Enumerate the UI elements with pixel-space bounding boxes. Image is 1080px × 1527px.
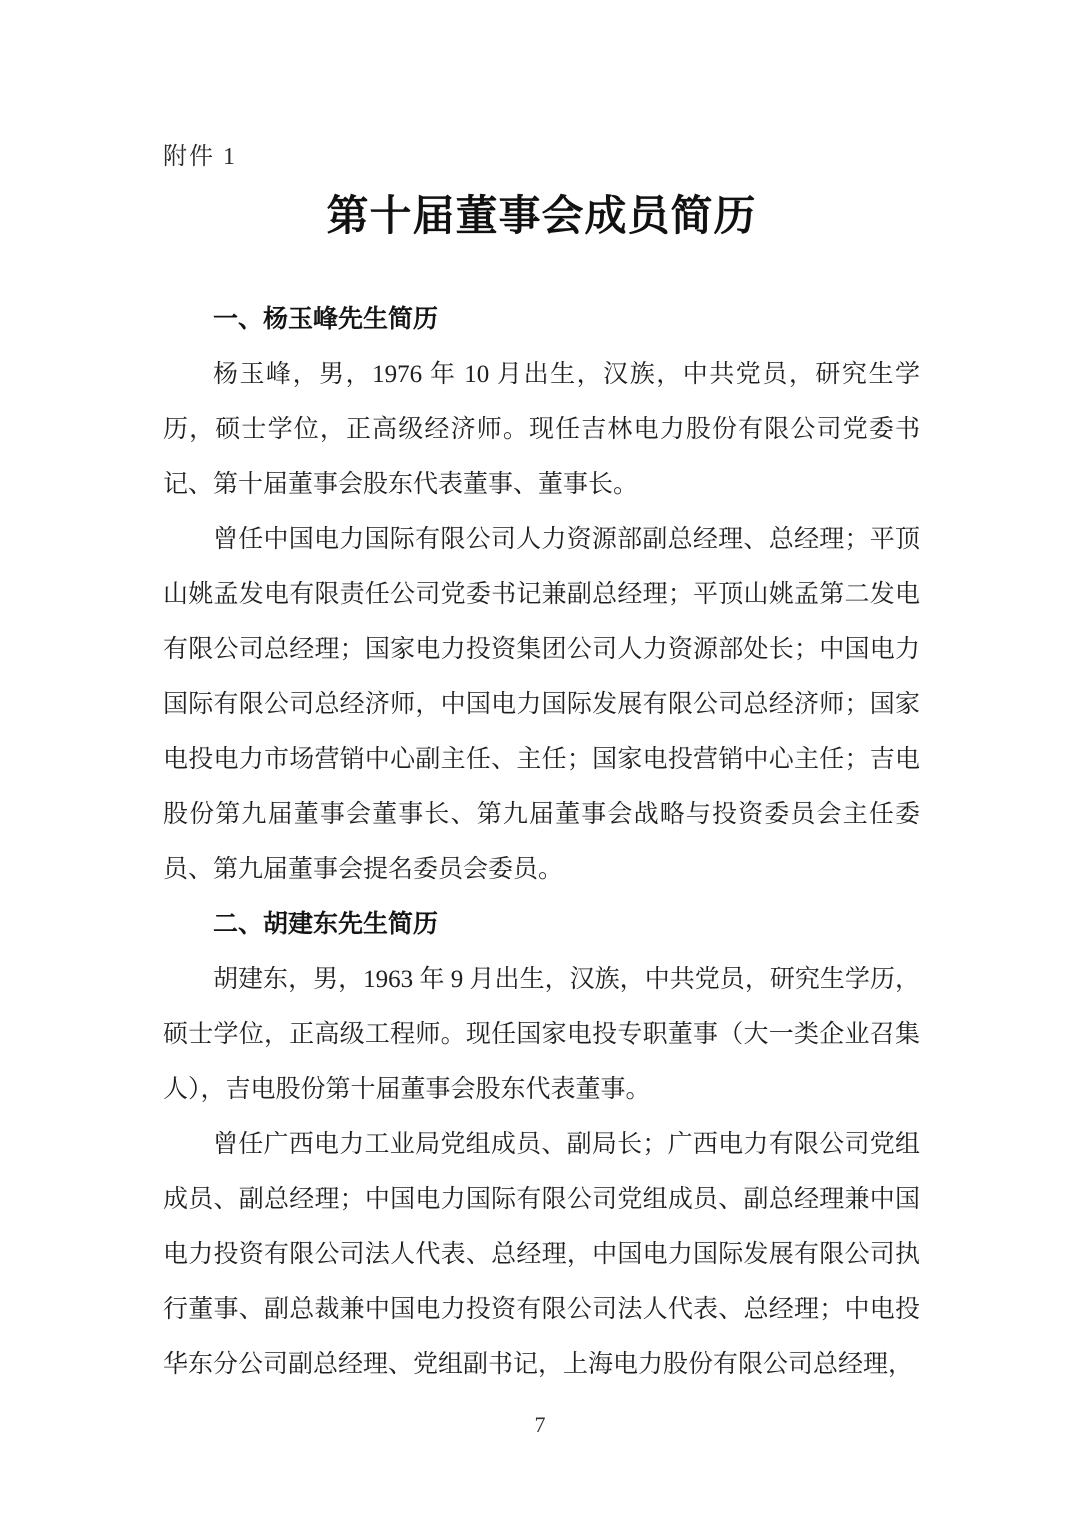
document-title: 第十届董事会成员简历 [326, 194, 757, 240]
section-1-heading: 一、杨玉峰先生简历 [213, 306, 439, 333]
section-2-paragraph-2: 曾任广西电力工业局党组成员、副局长；广西电力有限公司党组成员、副总经理；中国电力国际有限公司党组成员、副总经理兼中国电力投资有限公司法人代表、总经理，中国电力国际发展有限公司执行董事、副总裁兼中国电力投资有限公司法人代表、总经理；中电投华东分公司副总经理、党组副书记，上海电力股份有限公司总经理， [163, 1131, 920, 1378]
attachment-label: 附件 1 [163, 144, 237, 170]
section-2-heading: 二、胡建东先生简历 [213, 911, 439, 938]
section-1-paragraph-2: 曾任中国电力国际有限公司人力资源部副总经理、总经理；平顶山姚孟发电有限责任公司党委书记兼副总经理；平顶山姚孟第二发电有限公司总经理；国家电力投资集团公司人力资源部处长；中国电力国际有限公司总经济师，中国电力国际发展有限公司总经济师；国家电投电力市场营销中心副主任、主任；国家电投营销中心主任；吉电股份第九届董事会董事长、第九届董事会战略与投资委员会主任委员、第九届董事会提名委员会委员。 [163, 526, 920, 883]
section-1-paragraph-1: 杨玉峰，男，1976 年 10 月出生，汉族，中共党员，研究生学历，硕士学位，正高级经济师。现任吉林电力股份有限公司党委书记、第十届董事会股东代表董事、董事长。 [163, 361, 920, 498]
document-body [163, 292, 920, 1392]
page-number: 7 [534, 1412, 546, 1437]
section-2-paragraph-1: 胡建东，男，1963 年 9 月出生，汉族，中共党员，研究生学历，硕士学位，正高级工程师。现任国家电投专职董事（大一类企业召集人），吉电股份第十届董事会股东代表董事。 [163, 966, 920, 1103]
